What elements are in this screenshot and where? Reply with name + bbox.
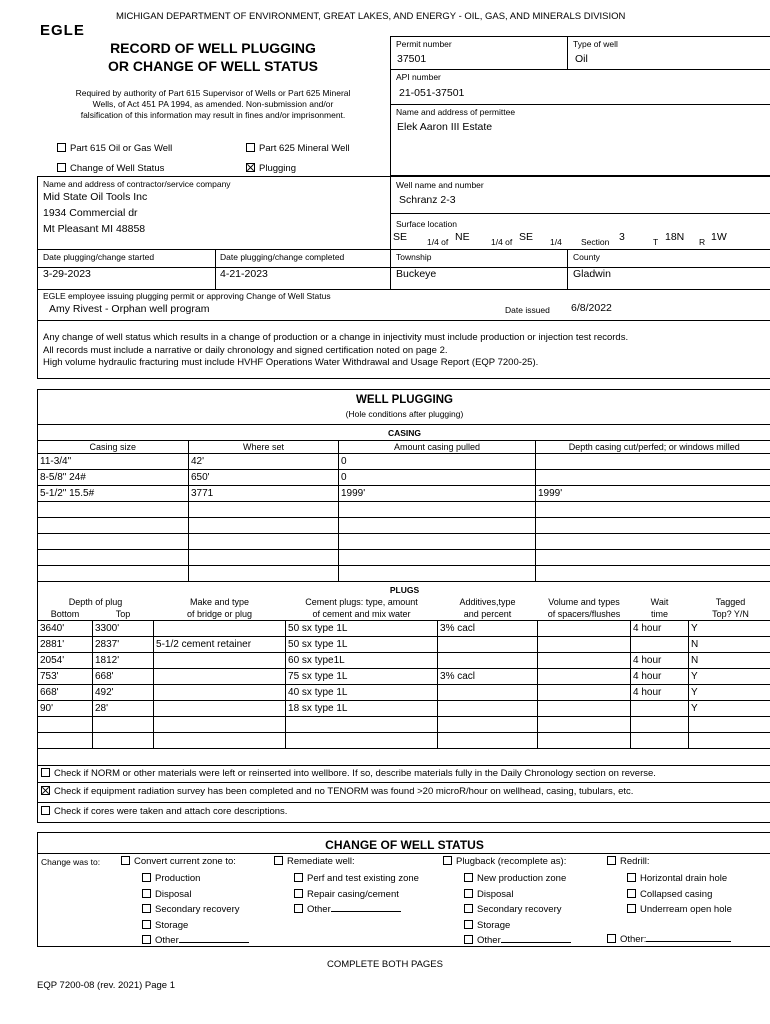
checked-checkbox-icon [41,786,50,795]
make-type-header: Make and type [189,597,250,607]
plug-cell[interactable] [538,621,631,637]
casing-row [38,518,770,534]
casing-cell[interactable]: 650' [189,470,339,486]
plug-cell[interactable]: 492' [93,685,154,701]
radiation-survey-checkbox[interactable]: Check if equipment radiation survey has been completed and no TENORM was found >20 microR/hour on wellhead, casing, tubulars, etc. [41,786,633,797]
casing-header-row [38,441,770,454]
plugback-checkbox[interactable]: Plugback (recomplete as): [443,856,566,867]
plug-cell[interactable] [438,701,538,717]
plugs-header-row-1 [38,596,770,608]
plug-cell[interactable] [631,733,689,749]
plugback-options [464,871,571,949]
plug-cell[interactable]: 4 hour [631,653,689,669]
notice-line1: Any change of well status which results in a change of production or a change in injectivity must include production or injection test records. [43,332,629,343]
other-text-field[interactable] [501,934,571,943]
form-title-line2: OR CHANGE OF WELL STATUS [108,58,318,74]
quarter3-suffix: 1/4 [550,237,562,247]
casing-row [38,502,770,518]
well-name-field[interactable]: Schranz 2-3 [399,194,456,206]
range-r-label: R [699,237,706,247]
casing-cell[interactable] [189,566,339,582]
tagged-header: Tagged [715,597,746,607]
casing-cell[interactable] [536,518,770,534]
checkbox-icon [294,889,303,898]
status-option[interactable] [464,887,571,903]
section-field[interactable]: 3 [619,231,625,243]
plug-cell[interactable] [286,733,438,749]
casing-cell[interactable] [536,470,770,486]
checkbox-icon [41,806,50,815]
plug-cell[interactable]: 40 sx type 1L [286,685,438,701]
cores-checkbox[interactable]: Check if cores were taken and attach core descriptions. [41,806,287,817]
plug-cell[interactable] [689,717,770,733]
plug-cell[interactable] [154,669,286,685]
status-option[interactable] [294,887,419,903]
plug-cell[interactable]: 18 sx type 1L [286,701,438,717]
checkbox-icon [57,163,66,172]
plug-cell[interactable] [154,733,286,749]
plug-cell[interactable] [538,717,631,733]
quarter2-field[interactable]: NE [455,231,470,243]
checkbox-icon [294,904,303,913]
convert-options [142,871,249,949]
checkbox-icon [121,856,130,865]
casing-cell[interactable] [189,518,339,534]
plug-cell[interactable]: 2881' [38,637,93,653]
authority-text-3: falsification of this information may result in fines and/or imprisonment. [80,110,346,120]
redrill-other-checkbox[interactable]: Other: [607,933,731,945]
plug-row [38,685,770,701]
checkbox-icon [627,873,636,882]
contractor-name-field[interactable]: Mid State Oil Tools Inc [43,191,148,203]
plug-cell[interactable]: 50 sx type 1L [286,637,438,653]
plug-row [38,717,770,733]
casing-cell[interactable]: 5-1/2" 15.5# [38,486,189,502]
casing-cell[interactable]: 11-3/4" [38,454,189,470]
percent-header: and percent [463,609,512,619]
plug-cell[interactable]: 60 sx type1L [286,653,438,669]
contractor-street-field[interactable]: 1934 Commercial dr [43,207,138,219]
status-option-label: New production zone [477,873,567,884]
quarter1-field[interactable]: SE [393,231,408,243]
other-text-field[interactable] [179,934,249,943]
checkbox-icon [142,920,151,929]
type-of-well-label: Type of well [573,39,618,49]
checkbox-icon [464,935,473,944]
plug-cell[interactable] [154,717,286,733]
casing-size-header: Casing size [38,441,189,454]
casing-cell[interactable]: 3771 [189,486,339,502]
status-option[interactable] [627,902,732,918]
redrill-other-field[interactable] [646,933,731,942]
egle-logo: EGLE [40,22,85,39]
status-option[interactable] [294,871,419,887]
casing-title: CASING [387,428,422,438]
plug-cell[interactable] [286,717,438,733]
plug-cell[interactable]: Y [689,621,770,637]
casing-cell[interactable] [189,550,339,566]
checkbox-icon [464,904,473,913]
plug-cell[interactable] [538,733,631,749]
amount-pulled-header: Amount casing pulled [339,441,536,454]
plug-row [38,621,770,637]
status-option-label: Other [155,935,179,946]
cement-mix-header: of cement and mix water [312,609,411,619]
township-field[interactable]: Buckeye [396,268,437,280]
plugs-header-row-2 [38,608,770,621]
type-of-well-field[interactable]: Oil [575,53,588,65]
plug-cell[interactable] [438,685,538,701]
status-option-label: Storage [477,919,511,931]
casing-cell[interactable]: 42' [189,454,339,470]
checkbox-icon [274,856,283,865]
authority-text-1: Required by authority of Part 615 Supervisor of Wells or Part 625 Mineral [75,88,351,98]
checkbox-icon [142,873,151,882]
checkbox-icon [464,889,473,898]
plug-cell[interactable] [689,733,770,749]
checkbox-icon [246,143,255,152]
status-option-label: Production [155,873,201,884]
plug-cell[interactable]: Y [689,685,770,701]
status-option[interactable] [464,902,571,918]
casing-row [38,550,770,566]
plug-row [38,733,770,749]
casing-cell[interactable] [339,518,536,534]
spacers-header: of spacers/flushes [547,609,621,619]
checkbox-icon [464,873,473,882]
status-option[interactable] [464,933,571,949]
status-option-label: Underream open hole [640,904,732,915]
plug-cell[interactable]: 3% cacl [438,669,538,685]
plug-cell[interactable]: Y [689,701,770,717]
plug-cell[interactable] [631,637,689,653]
surface-location-label: Surface location [396,219,457,229]
change-status-checkbox[interactable]: Change of Well Status [57,163,164,174]
casing-cell[interactable]: 8-5/8" 24# [38,470,189,486]
plug-row [38,637,770,653]
township-label: Township [396,252,432,262]
casing-table [37,440,770,582]
plug-cell[interactable]: 2837' [93,637,154,653]
permit-number-field[interactable]: 37501 [397,53,427,65]
casing-cell[interactable] [38,566,189,582]
plug-cell[interactable] [631,717,689,733]
department-header: MICHIGAN DEPARTMENT OF ENVIRONMENT, GREAT LAKES, AND ENERGY - OIL, GAS, AND MINERALS DIVISION [116,11,626,22]
casing-cell[interactable] [339,502,536,518]
status-option-label: Other [477,935,501,946]
casing-cell[interactable] [38,518,189,534]
date-completed-field[interactable]: 4-21-2023 [220,268,268,280]
status-option[interactable] [142,933,249,949]
status-option-label: Disposal [477,888,514,900]
casing-cell[interactable] [339,566,536,582]
plug-cell[interactable]: 668' [93,669,154,685]
plug-cell[interactable]: 2054' [38,653,93,669]
plug-cell[interactable] [93,733,154,749]
plug-cell[interactable]: 753' [38,669,93,685]
plugs-title: PLUGS [389,585,420,595]
permittee-label: Name and address of permittee [396,107,516,117]
checkbox-icon [627,904,636,913]
additives-header: Additives,type [459,597,516,607]
casing-cell[interactable] [536,502,770,518]
plug-cell[interactable]: 4 hour [631,621,689,637]
plug-cell[interactable] [538,637,631,653]
form-title-line1: RECORD OF WELL PLUGGING [110,40,316,56]
township-t-label: T [653,237,659,247]
change-was-to-label: Change was to: [41,857,101,867]
redrill-options [627,871,732,918]
plug-cell[interactable] [154,685,286,701]
plug-row [38,701,770,717]
depth-of-plug-header: Depth of plug [68,597,123,607]
status-option-label: Horizontal drain hole [640,873,728,884]
tagged-yn-header: Top? Y/N [712,609,749,619]
casing-cell[interactable] [339,550,536,566]
plug-cell[interactable] [438,653,538,669]
checkbox-icon [607,934,616,943]
plugging-checkbox[interactable]: Plugging [246,163,296,174]
plug-cell[interactable]: 28' [93,701,154,717]
casing-cell[interactable] [38,502,189,518]
employee-label: EGLE employee issuing plugging permit or approving Change of Well Status [43,291,331,301]
plug-cell[interactable] [438,637,538,653]
county-field[interactable]: Gladwin [573,268,611,280]
depth-cut-header: Depth casing cut/perfed; or windows milled [536,441,770,454]
casing-row [38,470,770,486]
date-issued-label: Date issued [505,305,550,315]
status-option-label: Perf and test existing zone [307,873,419,884]
plug-cell[interactable]: N [689,637,770,653]
plug-cell[interactable] [38,717,93,733]
casing-cell[interactable]: 1999' [536,486,770,502]
casing-cell[interactable] [536,566,770,582]
time-header: time [651,609,669,619]
plug-cell[interactable] [631,701,689,717]
redrill-checkbox[interactable]: Redrill: [607,856,650,867]
casing-cell[interactable]: 0 [339,470,536,486]
status-option[interactable] [142,918,249,934]
plug-cell[interactable]: 4 hour [631,685,689,701]
date-completed-label: Date plugging/change completed [220,252,345,262]
plug-cell[interactable] [154,621,286,637]
casing-cell[interactable] [189,534,339,550]
casing-row [38,486,770,502]
plug-cell[interactable] [538,669,631,685]
norm-checkbox[interactable]: Check if NORM or other materials were left or reinserted into wellbore. If so, describe materials fully in the Daily Chronology section on reverse. [41,768,656,779]
casing-cell[interactable] [536,454,770,470]
checkbox-icon [443,856,452,865]
status-option[interactable] [464,918,571,934]
status-option-label: Storage [155,919,189,931]
section-label: Section [581,237,610,247]
employee-field[interactable]: Amy Rivest - Orphan well program [49,303,210,315]
status-option[interactable] [627,871,732,887]
permittee-field[interactable]: Elek Aaron III Estate [397,121,493,133]
plug-cell[interactable] [538,701,631,717]
wait-header: Wait [650,597,669,607]
status-option[interactable] [142,871,249,887]
plug-cell[interactable]: 668' [38,685,93,701]
county-label: County [573,252,600,262]
part615-checkbox[interactable]: Part 615 Oil or Gas Well [57,143,172,154]
plug-cell[interactable] [154,653,286,669]
date-started-field[interactable]: 3-29-2023 [43,268,91,280]
bridge-plug-header: of bridge or plug [186,609,253,619]
authority-text-2: Wells, of Act 451 PA 1994, as amended. Non-submission and/or [92,99,334,109]
contractor-label: Name and address of contractor/service company [43,179,231,189]
plug-cell[interactable] [538,653,631,669]
remediate-checkbox[interactable]: Remediate well: [274,856,355,867]
casing-cell[interactable] [536,534,770,550]
quarter1-suffix: 1/4 of [427,237,449,247]
status-option-label: Secondary recovery [477,904,562,915]
plug-cell[interactable] [438,733,538,749]
plug-cell[interactable]: N [689,653,770,669]
quarter2-suffix: 1/4 of [491,237,513,247]
date-issued-field[interactable]: 6/8/2022 [571,302,612,314]
plug-cell[interactable]: Y [689,669,770,685]
checkbox-icon [464,920,473,929]
township-number-field[interactable]: 18N [665,231,685,243]
plug-cell[interactable]: 50 sx type 1L [286,621,438,637]
casing-cell[interactable]: 1999' [339,486,536,502]
checkbox-icon [294,873,303,882]
contractor-city-field[interactable]: Mt Pleasant MI 48858 [43,223,146,235]
api-number-label: API number [396,72,441,82]
plug-cell[interactable] [538,685,631,701]
status-option-label: Repair casing/cement [307,888,399,900]
checkbox-icon [142,889,151,898]
status-option-label: Other [307,904,331,915]
checkbox-icon [41,768,50,777]
casing-cell[interactable]: 0 [339,454,536,470]
well-plugging-subtitle: (Hole conditions after plugging) [345,409,464,419]
status-option[interactable] [142,902,249,918]
form-id: EQP 7200-08 (rev. 2021) Page 1 [37,980,176,991]
plug-cell[interactable]: 3640' [38,621,93,637]
casing-cell[interactable] [189,502,339,518]
top-header: Top [115,609,131,619]
casing-row [38,566,770,582]
convert-zone-checkbox[interactable]: Convert current zone to: [121,856,236,867]
status-option[interactable] [627,887,732,903]
plug-cell[interactable]: 3% cacl [438,621,538,637]
plug-cell[interactable] [438,717,538,733]
cement-plugs-header: Cement plugs: type, amount [305,597,418,607]
remediate-options [294,871,419,918]
permit-number-label: Permit number [396,39,452,49]
plug-cell[interactable] [93,717,154,733]
plug-cell[interactable]: 75 sx type 1L [286,669,438,685]
casing-cell[interactable] [536,550,770,566]
status-option-label: Collapsed casing [640,888,713,900]
notice-line3: High volume hydraulic fracturing must include HVHF Operations Water Withdrawal and Usage Report (EQP 7200-25). [43,357,539,368]
plug-cell[interactable]: 3300' [93,621,154,637]
status-option[interactable] [294,902,419,918]
plug-cell[interactable]: 5-1/2 cement retainer [154,637,286,653]
checkbox-icon [142,904,151,913]
range-field[interactable]: 1W [711,231,727,243]
other-text-field[interactable] [331,903,401,912]
plug-row [38,653,770,669]
volume-header: Volume and types [548,597,620,607]
checkbox-icon [57,143,66,152]
well-plugging-title: WELL PLUGGING [356,394,453,406]
plug-cell[interactable] [38,733,93,749]
casing-cell[interactable] [38,534,189,550]
checkbox-icon [142,935,151,944]
status-option[interactable] [464,871,571,887]
bottom-header: Bottom [50,609,80,619]
status-option-label: Secondary recovery [155,904,240,915]
status-option-label: Disposal [155,888,192,900]
date-started-label: Date plugging/change started [43,252,155,262]
change-status-title: CHANGE OF WELL STATUS [325,838,484,852]
plug-cell[interactable]: 4 hour [631,669,689,685]
part625-checkbox[interactable]: Part 625 Mineral Well [246,143,350,154]
notice-line2: All records must include a narrative or daily chronology and signed certification noted on page 2. [43,345,448,356]
quarter3-field[interactable]: SE [519,231,534,243]
plug-cell[interactable]: 1812' [93,653,154,669]
plug-cell[interactable] [154,701,286,717]
casing-cell[interactable] [339,534,536,550]
plug-row [38,669,770,685]
checkbox-icon [627,889,636,898]
status-option[interactable] [142,887,249,903]
checkbox-icon [607,856,616,865]
plug-cell[interactable]: 90' [38,701,93,717]
casing-cell[interactable] [38,550,189,566]
casing-row [38,534,770,550]
well-name-label: Well name and number [396,180,484,190]
checked-checkbox-icon [246,163,255,172]
casing-row [38,454,770,470]
complete-both-pages: COMPLETE BOTH PAGES [327,959,443,970]
api-number-field[interactable]: 21-051-37501 [399,87,465,99]
where-set-header: Where set [189,441,339,454]
plugs-table [37,596,770,749]
